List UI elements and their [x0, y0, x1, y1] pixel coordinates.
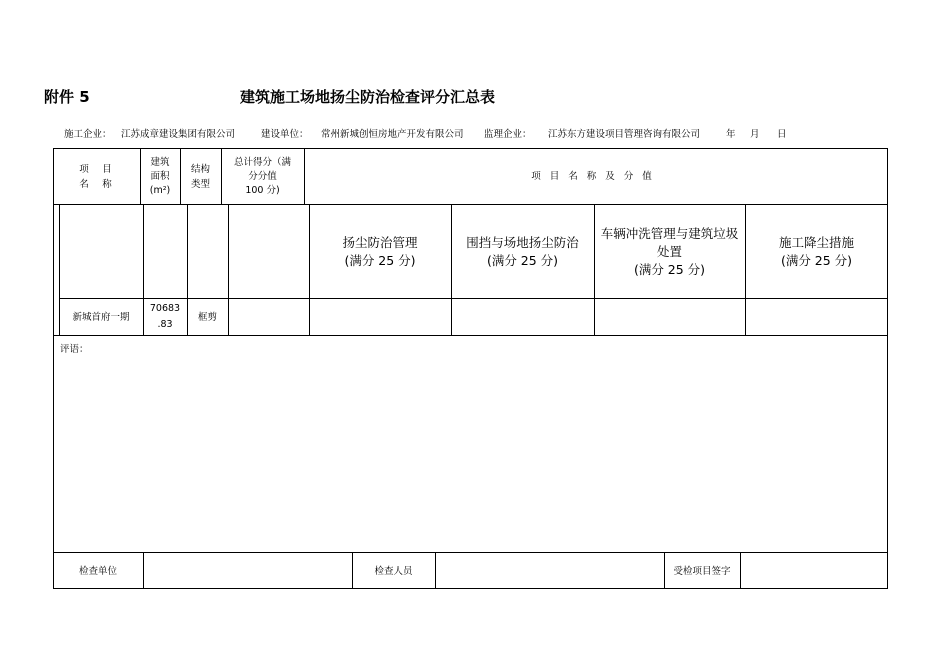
inspector-label: 检查人员 — [374, 565, 413, 577]
score-dust-reduction-cell[interactable] — [745, 299, 888, 335]
header-items-and-scores: 项目名称及分值 — [531, 171, 661, 182]
total-score-cell[interactable] — [228, 299, 309, 335]
header-total-score: 总计得分（满 分分值 100 分) — [233, 156, 291, 196]
year-label: 年 — [726, 129, 736, 140]
inspection-unit-field[interactable] — [143, 553, 352, 589]
month-label: 月 — [750, 129, 760, 140]
score-fence-site-dust-cell[interactable] — [451, 299, 594, 335]
comments-label: 评语： — [60, 344, 89, 355]
construction-company-label: 施工企业： — [64, 129, 112, 140]
construction-company-value: 江苏成章建设集团有限公司 — [121, 129, 236, 140]
developer-label: 建设单位： — [261, 129, 309, 140]
category-vehicle-washing-waste: 车辆冲洗管理与建筑垃圾 处置 (满分 25 分) — [600, 225, 739, 277]
project-signature-field[interactable] — [740, 553, 888, 589]
comments-area[interactable] — [54, 355, 887, 551]
building-area-cell: 70683 .83 — [149, 303, 181, 330]
supervisor-label: 监理企业： — [484, 129, 532, 140]
structure-type-cell: 框剪 — [197, 311, 217, 323]
project-signature-label: 受检项目签字 — [673, 565, 731, 577]
developer-value: 常州新城创恒房地产开发有限公司 — [321, 129, 464, 140]
score-dust-management-cell[interactable] — [309, 299, 451, 335]
supervisor-value: 江苏东方建设项目管理咨询有限公司 — [548, 129, 701, 140]
category-dust-management: 扬尘防治管理 (满分 25 分) — [342, 234, 418, 268]
project-name-cell: 新城首府一期 — [72, 311, 130, 323]
document-title: 建筑施工场地扬尘防治检查评分汇总表 — [240, 88, 496, 106]
header-building-area: 建筑 面积 (m²) — [149, 156, 171, 196]
category-fence-site-dust: 围挡与场地扬尘防治 (满分 25 分) — [466, 234, 579, 268]
header-item-name: 项 目 名 称 — [79, 163, 114, 190]
inspection-unit-label: 检查单位 — [78, 565, 117, 577]
score-vehicle-washing-cell[interactable] — [594, 299, 745, 335]
header-structure-type: 结构 类型 — [190, 163, 210, 190]
category-dust-reduction: 施工降尘措施 (满分 25 分) — [778, 234, 854, 268]
inspector-field[interactable] — [435, 553, 664, 589]
day-label: 日 — [777, 129, 787, 140]
attachment-label: 附件 5 — [44, 88, 90, 106]
